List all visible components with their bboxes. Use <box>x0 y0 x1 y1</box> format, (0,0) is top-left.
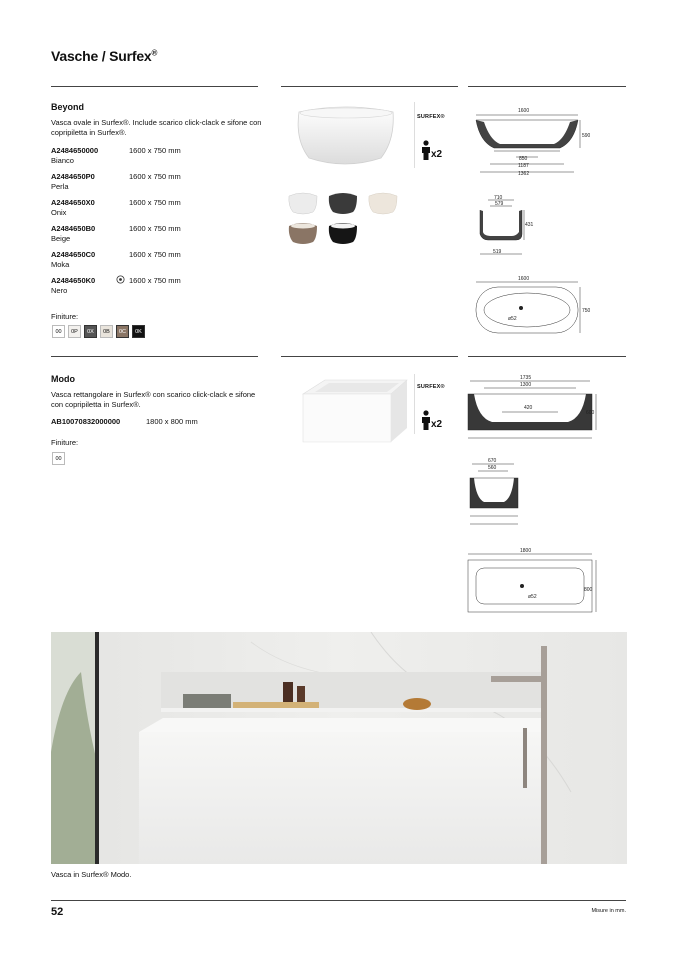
new-badge-icon <box>116 275 125 284</box>
beyond-main-photo <box>298 107 393 164</box>
finish-swatch-moka: 0C <box>116 325 129 338</box>
dim-label: 1600 <box>518 108 530 114</box>
modo-title: Modo <box>51 374 75 384</box>
dim-label: ø52 <box>508 316 517 322</box>
dim-label: 560 <box>488 465 497 471</box>
persons-count: x2 <box>431 419 443 430</box>
product-dim: 1800 x 800 mm <box>146 417 198 426</box>
persons-count: x2 <box>431 149 443 160</box>
dim-label: ø52 <box>528 594 537 600</box>
sponge <box>403 698 431 710</box>
dim-label: 710 <box>494 195 503 201</box>
product-code: A2484650X0 <box>51 198 95 207</box>
product-row <box>51 172 181 191</box>
product-dim: 1600 x 750 mm <box>129 276 181 285</box>
modo-product-photo <box>295 372 409 452</box>
dim-label: 750 <box>582 308 590 314</box>
dim-label: 431 <box>525 222 534 228</box>
product-row <box>51 198 181 217</box>
footer-rule <box>51 900 626 901</box>
surfex-logo: SURFEX® <box>417 384 445 390</box>
product-finish: Bianco <box>51 155 74 165</box>
drain-icon <box>520 584 524 588</box>
modo-description: Vasca rettangolare in Surfex® con scarico click-clack e sifone con copripiletta in Surfex®. <box>51 390 256 409</box>
finish-swatch-bianco: 00 <box>52 325 65 338</box>
dim-label: 579 <box>495 201 504 207</box>
product-dim: 1600 x 750 mm <box>129 198 181 207</box>
dim-label: 800 <box>584 587 593 593</box>
person-icon <box>421 140 431 160</box>
finish-swatch-perla: 0P <box>68 325 81 338</box>
finish-swatch-onix: 0X <box>84 325 97 338</box>
modo-bathtub <box>139 732 541 864</box>
product-row <box>51 224 181 243</box>
dim-label: 1800 <box>520 548 532 554</box>
page-title-sup: ® <box>151 48 158 58</box>
product-code: A2484650B0 <box>51 224 96 233</box>
page-number: 52 <box>51 906 64 918</box>
bottle <box>283 682 293 702</box>
product-finish: Onix <box>51 207 67 217</box>
beyond-title: Beyond <box>51 102 85 112</box>
dim-label: 670 <box>488 458 497 464</box>
modo-technical-drawings <box>462 372 602 622</box>
page-title <box>51 48 157 64</box>
surfex-logo: SURFEX® <box>417 114 445 120</box>
modo-lifestyle-photo <box>51 632 627 864</box>
bottle <box>297 686 305 702</box>
finish-swatch-nero: 0K <box>132 325 145 338</box>
product-code: A2484650000 <box>51 146 99 155</box>
dim-label: 420 <box>524 405 533 411</box>
beyond-description: Vasca ovale in Surfex®. Include scarico click-clack e sifone con copripiletta in Surfex®. <box>51 118 262 137</box>
product-finish: Nero <box>51 285 68 295</box>
rule-modo-mid <box>281 356 458 357</box>
beyond-technical-drawings <box>466 102 590 342</box>
dim-label: 519 <box>493 249 502 255</box>
product-row <box>51 146 181 165</box>
product-code: A2484650P0 <box>51 172 95 181</box>
rule-modo-left <box>51 356 258 357</box>
dim-label: 1187 <box>518 163 529 169</box>
product-dim: 1600 x 750 mm <box>129 146 181 155</box>
product-finish: Perla <box>51 181 69 191</box>
dim-label: 850 <box>519 156 528 162</box>
rule-beyond-mid <box>281 86 458 87</box>
dim-label: 1735 <box>520 375 532 381</box>
rule-beyond-right <box>468 86 626 87</box>
finish-swatch-bianco: 00 <box>52 452 65 465</box>
modo-finishes-label: Finiture: <box>51 438 79 447</box>
beyond-finish-swatches <box>52 325 145 338</box>
rule-beyond-left <box>51 86 258 87</box>
product-dim: 1600 x 750 mm <box>129 224 181 233</box>
beyond-product-photos <box>285 100 413 250</box>
drain-icon <box>519 306 523 310</box>
person-icon <box>421 410 431 430</box>
product-row <box>51 417 198 427</box>
product-code: AB10070832000000 <box>51 417 121 426</box>
dim-label: 1300 <box>520 382 532 388</box>
product-code: A2484650C0 <box>51 250 96 259</box>
dim-label: 600 <box>586 410 595 416</box>
product-dim: 1600 x 750 mm <box>129 172 181 181</box>
product-finish: Beige <box>51 233 71 243</box>
page-title-text: Vasche / Surfex <box>51 48 152 64</box>
beyond-color-variants <box>289 193 397 244</box>
modo-finish-swatches <box>52 452 65 465</box>
photo-caption: Vasca in Surfex® Modo. <box>51 870 132 879</box>
beyond-finishes-label: Finiture: <box>51 312 79 321</box>
product-dim: 1600 x 750 mm <box>129 250 181 259</box>
finish-swatch-beige: 0B <box>100 325 113 338</box>
product-row <box>51 250 181 269</box>
dim-label: 1600 <box>518 276 530 282</box>
product-finish: Moka <box>51 259 70 269</box>
product-code: A2484650K0 <box>51 276 96 285</box>
rule-modo-right <box>468 356 626 357</box>
measurement-note: Misure in mm. <box>591 908 626 914</box>
dim-label: 590 <box>582 133 590 139</box>
folded-towels <box>183 694 231 708</box>
dim-label: 1362 <box>518 171 530 177</box>
wooden-tray <box>233 702 319 708</box>
